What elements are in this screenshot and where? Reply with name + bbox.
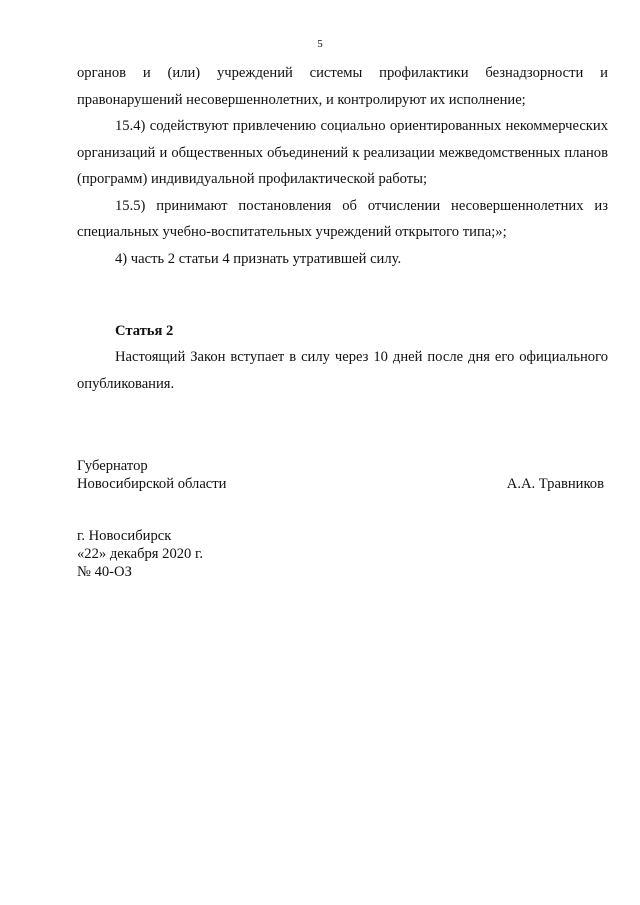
article-body [77, 344, 608, 397]
article-heading: Статья 2 [115, 323, 174, 339]
paragraph-15-5: 15.5) принимают постановления об отчислении несовершеннолетних из специальных учебно-воспитательных учреждений открытого типа;»; [77, 197, 608, 240]
signature-row [77, 475, 604, 493]
signature-title-line2: Новосибирской области [77, 476, 227, 492]
page-number: 5 [317, 38, 323, 50]
city: г. Новосибирск [77, 528, 172, 544]
paragraph-15-4: 15.4) содействуют привлечению социально ориентированных некоммерческих организаций и общественных объединений к реализации межведомственных планов (программ) индивидуальной профилактической работы; [77, 118, 608, 187]
signature-block [77, 457, 604, 493]
body-text [77, 60, 608, 272]
article-text: Настоящий Закон вступает в силу через 10 дней после дня его официального опубликования. [77, 349, 608, 392]
paragraph-continuation: органов и (или) учреждений системы профилактики безнадзорности и правонарушений несовершеннолетних, и контролируют их исполнение; [77, 65, 608, 108]
signature-name: А.А. Травников [506, 476, 604, 492]
date: «22» декабря 2020 г. [77, 546, 203, 562]
place-date-block [77, 527, 203, 581]
law-number: № 40-ОЗ [77, 564, 132, 580]
paragraph-item-4: 4) часть 2 статьи 4 признать утратившей силу. [115, 250, 402, 267]
signature-title-line1: Губернатор [77, 458, 148, 474]
